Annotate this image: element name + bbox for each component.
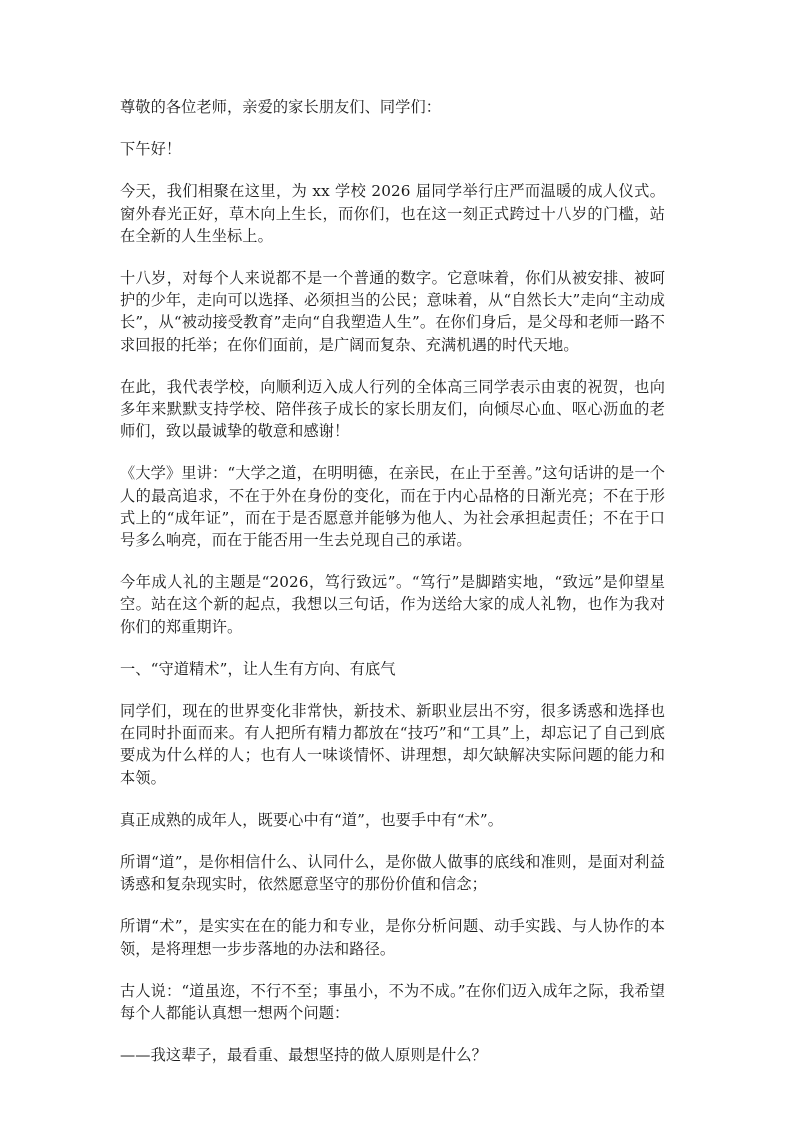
greeting: 下午好！ [120, 140, 182, 159]
salutation: 尊敬的各位老师，亲爱的家长朋友们、同学们： [120, 98, 442, 116]
paragraph-dao-definition: 所谓“道”，是你相信什么、认同什么，是你做人做事的底线和准则，是面对利益诱惑和复杂现实时，依然愿意坚守的那份价值和信念； [120, 853, 665, 894]
paragraph-ancient-saying: 古人说：“道虽迩，不行不至；事虽小，不为不成。”在你们迈入成年之际，我希望每个人都能认真想一想两个问题： [120, 981, 665, 1023]
document-page [120, 96, 665, 1087]
section-heading-1: 一、“守道精术”，让人生有方向、有底气 [120, 659, 396, 678]
paragraph-theme: 今年成人礼的主题是“2026，笃行致远”。“笃行”是脚踏实地，“致远”是仰望星空。站在这个新的起点，我想以三句话，作为送给大家的成人礼物，也作为我对你们的郑重期许。 [120, 573, 665, 636]
paragraph-dao-and-shu: 真正成熟的成年人，既要心中有“道”，也要手中有“术”。 [120, 810, 504, 829]
paragraph-congratulations: 在此，我代表学校，向顺利迈入成人行列的全体高三同学表示由衷的祝贺，也向多年来默默支持学校、陪伴孩子成长的家长朋友们，向倾尽心血、呕心沥血的老师们，致以最诚挚的敬意和感谢！ [120, 377, 665, 441]
paragraph-opening: 今天，我们相聚在这里，为 xx 学校 2026 届同学举行庄严而温暖的成人仪式。窗外春光正好，草木向上生长，而你们，也在这一刻正式跨过十八岁的门槛，站在全新的人生坐标上。 [120, 182, 665, 245]
paragraph-shu-definition: 所谓“术”，是实实在在的能力和专业，是你分析问题、动手实践、与人协作的本领，是将理想一步步落地的办法和路径。 [120, 917, 665, 958]
paragraph-question-1: ——我这辈子，最看重、最想坚持的做人原则是什么？ [120, 1046, 487, 1065]
paragraph-eighteen: 十八岁，对每个人来说都不是一个普通的数字。它意味着，你们从被安排、被呵护的少年，走向可以选择、必须担当的公民；意味着，从“自然长大”走向“主动成长”，从“被动接受教育”走向“自我塑造人生”。在你们身后，是父母和老师一路不求回报的托举；在你们面前，是广阔而复杂、充满机遇的时代天地。 [120, 269, 665, 354]
paragraph-world-changes: 同学们，现在的世界变化非常快，新技术、新职业层出不穷，很多诱惑和选择也在同时扑面而来。有人把所有精力都放在“技巧”和“工具”上，却忘记了自己到底要成为什么样的人；也有人一味谈情怀、讲理想，却欠缺解决实际问题的能力和本领。 [120, 702, 665, 787]
paragraph-daxue-quote: 《大学》里讲：“大学之道，在明明德，在亲民，在止于至善。”这句话讲的是一个人的最高追求，不在于外在身份的变化，而在于内心品格的日渐光亮；不在于形式上的“成年证”，而在于是否愿意并能够为他人、为社会承担起责任；不在于口号多么响亮，而在于能否用一生去兑现自己的承诺。 [120, 464, 665, 550]
